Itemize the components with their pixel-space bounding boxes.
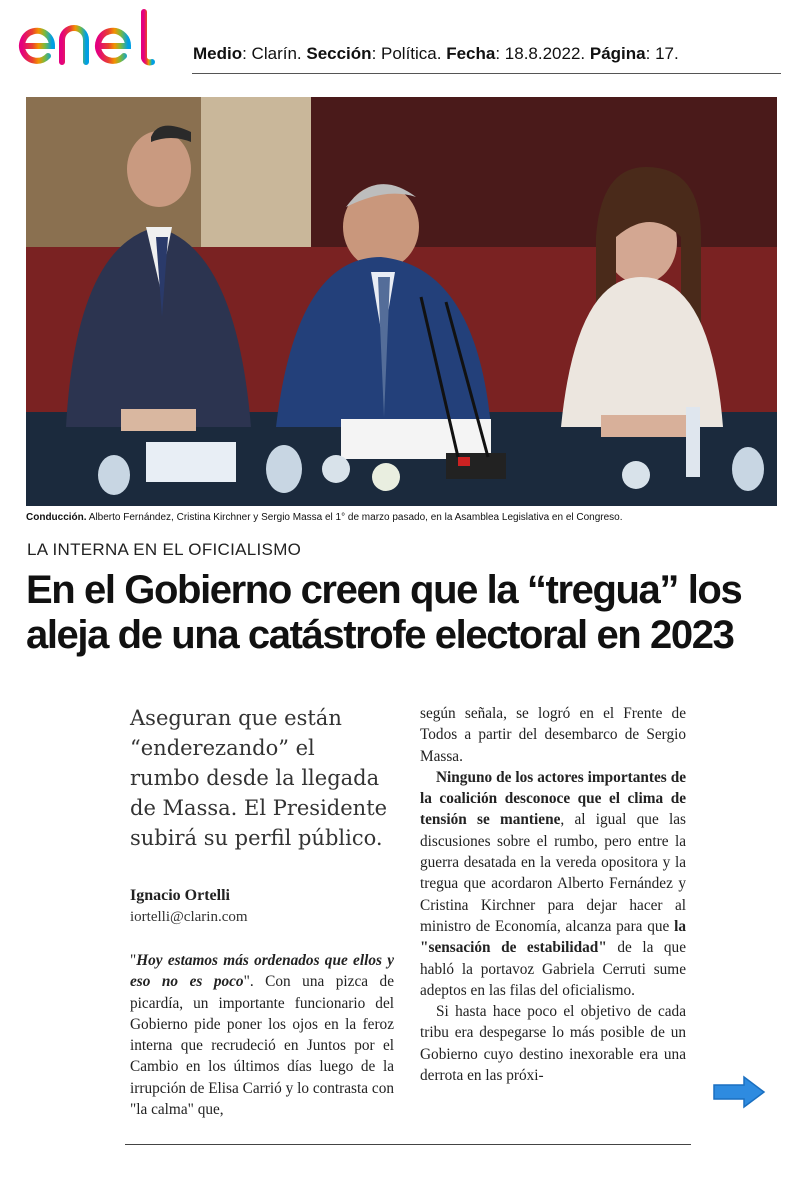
pagina-value: : 17. bbox=[645, 44, 679, 63]
fecha-value: : 18.8.2022. bbox=[495, 44, 590, 63]
body-column-left bbox=[130, 950, 394, 1120]
body-paragraph-3: Si hasta hace poco el objetivo de cada tribu era despegarse lo más posible de un Gobierno cuyo destino inexorable era una derrota en las próxi- bbox=[420, 1003, 686, 1085]
body-column-right bbox=[420, 703, 686, 1086]
enel-logo bbox=[16, 6, 172, 68]
publication-meta bbox=[193, 44, 679, 64]
caption-text: Alberto Fernández, Cristina Kirchner y Sergio Massa el 1° de marzo pasado, en la Asamblea Legislativa en el Congreso. bbox=[86, 512, 623, 523]
byline bbox=[130, 887, 248, 926]
body-paragraph bbox=[130, 950, 394, 1120]
pagina-label: Página bbox=[589, 44, 646, 63]
caption-lead: Conducción. bbox=[26, 512, 87, 523]
medio-value: : Clarín. bbox=[242, 44, 307, 63]
article-deck: Aseguran que están “enderezando” el rumbo desde la llegada de Massa. El Presidente subirá su perfil público. bbox=[130, 706, 388, 850]
p2-bold-2: la "sensación de estabilidad" bbox=[420, 917, 686, 957]
article-kicker: LA INTERNA EN EL OFICIALISMO bbox=[27, 540, 302, 559]
seccion-label: Sección bbox=[306, 44, 372, 63]
footer-divider bbox=[125, 1144, 691, 1145]
p2-end: de la que habló la portavoz Gabriela Cerruti sume adeptos en las filas del oficialismo. bbox=[420, 939, 686, 999]
photo-caption bbox=[26, 512, 786, 523]
article-headline: En el Gobierno creen que la “tregua” los aleja de una catástrofe electoral en 2023 bbox=[26, 568, 742, 657]
news-photo bbox=[26, 97, 777, 506]
medio-label: Medio bbox=[193, 44, 243, 63]
header-divider bbox=[192, 73, 781, 74]
p2-rest: , al igual que las discusiones sobre el rumbo, pero entre la guerra desatada en la vereda opositora y la tregua que acordaron Alberto Fernández y Cristina Kirchner para dejar hacer al ministro de Economía, alcanza para que bbox=[420, 811, 686, 935]
author-name: Ignacio Ortelli bbox=[130, 887, 230, 904]
lead-rest: ". Con una pizca de picardía, un importante funcionario del Gobierno pide poner los ojos en la feroz interna que recrudeció en Juntos por el Cambio en los últimos días luego de la irrupción de Elisa Carrió y lo contrasta con "la calma" que, bbox=[130, 973, 394, 1119]
author-email: iortelli@clarin.com bbox=[130, 909, 248, 925]
arrow-right-icon[interactable] bbox=[712, 1075, 766, 1109]
fecha-label: Fecha bbox=[446, 44, 496, 63]
seccion-value: : Política. bbox=[371, 44, 447, 63]
lead-quote: Hoy estamos más ordenados que ellos y eso no es poco bbox=[130, 952, 394, 991]
deck-column bbox=[130, 703, 390, 853]
page-header bbox=[0, 0, 800, 78]
body-paragraph-1: según señala, se logró en el Frente de Todos a partir del desembarco de Sergio Massa. bbox=[420, 705, 686, 765]
p2-bold: Ninguno de los actores importantes de la coalición desconoce que el clima de tensión se mantiene bbox=[420, 768, 686, 829]
body-paragraph-2 bbox=[420, 767, 686, 1001]
open-quote: " bbox=[130, 952, 137, 969]
congress-assembly-photo bbox=[26, 97, 777, 506]
